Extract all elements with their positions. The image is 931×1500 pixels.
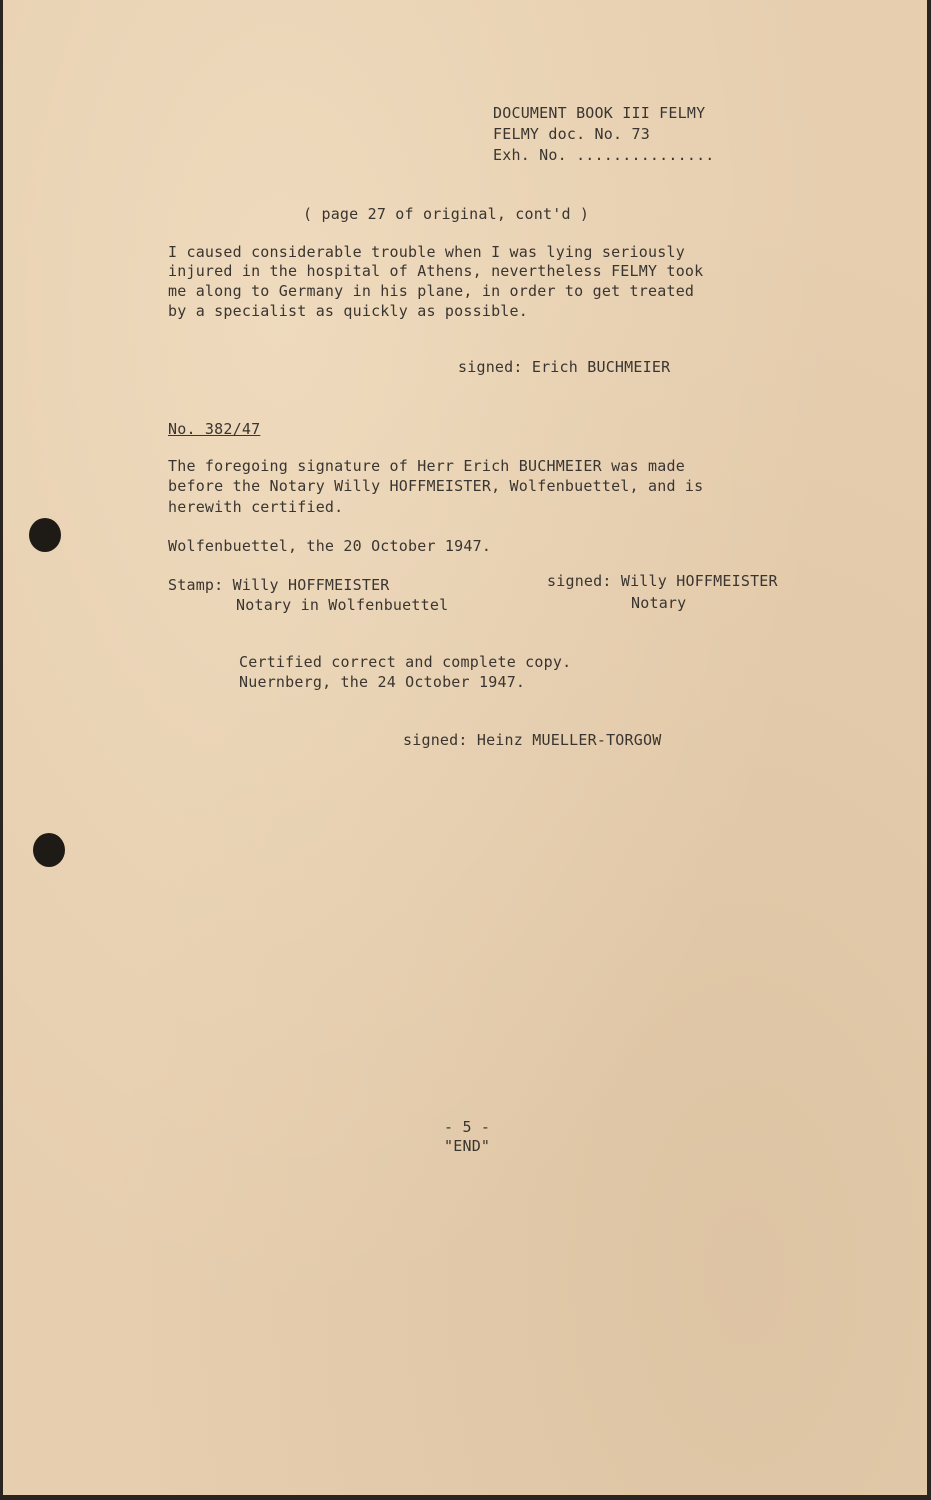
copy-place-date-line: Nuernberg, the 24 October 1947. bbox=[239, 673, 526, 691]
page-continuation-note: ( page 27 of original, cont'd ) bbox=[303, 205, 590, 223]
statement-line: by a specialist as quickly as possible. bbox=[168, 302, 528, 320]
registration-number: No. 382/47 bbox=[168, 420, 261, 438]
notary-signed-line: signed: Willy HOFFMEISTER bbox=[547, 572, 778, 590]
certification-line: The foregoing signature of Herr Erich BUCHMEIER was made bbox=[168, 457, 685, 475]
statement-line: I caused considerable trouble when I was lying seriously bbox=[168, 243, 685, 261]
punch-hole-upper bbox=[29, 518, 61, 552]
certification-line: herewith certified. bbox=[168, 498, 344, 516]
scan-border-right bbox=[927, 0, 931, 1500]
header-doc-number: FELMY doc. No. 73 bbox=[493, 125, 650, 143]
scan-border-left bbox=[0, 0, 3, 1500]
page-number: - 5 - bbox=[444, 1118, 491, 1136]
signature-mueller-torgow: signed: Heinz MUELLER-TORGOW bbox=[403, 731, 662, 749]
notary-title: Notary bbox=[631, 594, 687, 612]
header-exhibit-number: Exh. No. ............... bbox=[493, 146, 715, 164]
copy-certified-line: Certified correct and complete copy. bbox=[239, 653, 572, 671]
stamp-line: Stamp: Willy HOFFMEISTER bbox=[168, 576, 390, 594]
scan-border-bottom bbox=[0, 1495, 931, 1500]
statement-line: me along to Germany in his plane, in order to get treated bbox=[168, 282, 695, 300]
statement-line: injured in the hospital of Athens, nevertheless FELMY took bbox=[168, 262, 704, 280]
punch-hole-lower bbox=[33, 833, 65, 867]
certification-line: before the Notary Willy HOFFMEISTER, Wolfenbuettel, and is bbox=[168, 477, 704, 495]
end-marker: "END" bbox=[444, 1137, 491, 1155]
stamp-line: Notary in Wolfenbuettel bbox=[236, 596, 449, 614]
signature-buchmeier: signed: Erich BUCHMEIER bbox=[458, 358, 671, 376]
header-document-book: DOCUMENT BOOK III FELMY bbox=[493, 104, 706, 122]
place-date-line: Wolfenbuettel, the 20 October 1947. bbox=[168, 537, 492, 555]
